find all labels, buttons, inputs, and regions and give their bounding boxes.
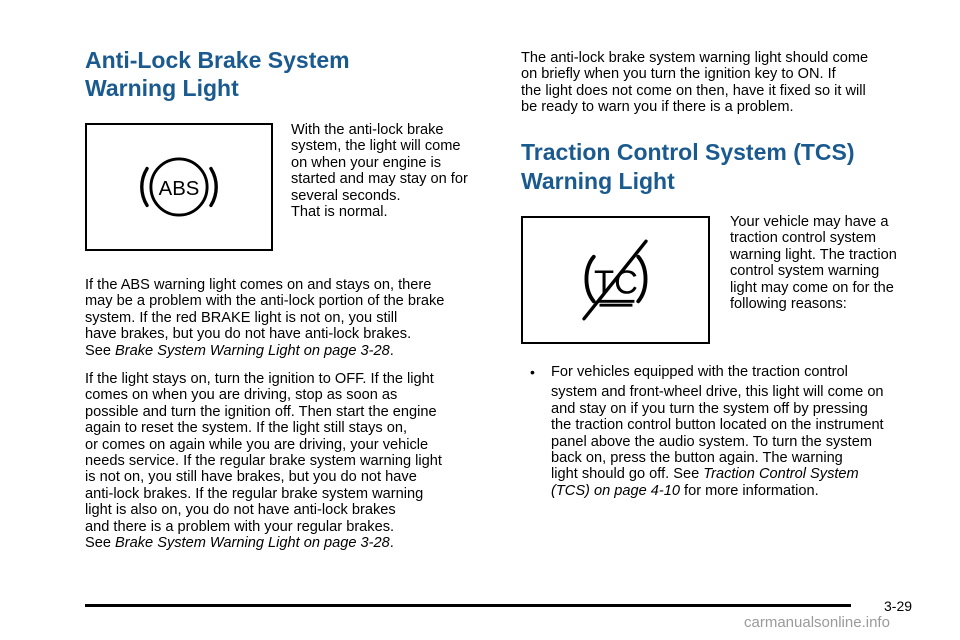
text-tail: for more information. <box>679 482 819 499</box>
abs-side-text <box>291 122 491 220</box>
abs-warning-icon <box>87 125 271 249</box>
text-line: For vehicles equipped with the traction control <box>551 364 848 380</box>
abs-paragraph-2 <box>85 371 495 551</box>
text-line: panel above the audio system. To turn the system <box>551 433 872 450</box>
text-line: The anti-lock brake system warning light should come <box>521 50 869 66</box>
text-line: control system warning <box>730 263 880 280</box>
text-line: or comes on again while you are driving, your vehicle <box>85 436 429 453</box>
brake-warning-reference-link[interactable]: Brake System Warning Light on page 3-28 <box>115 342 390 359</box>
text-line: If the ABS warning light comes on and stays on, there <box>85 277 432 293</box>
page-number: 3-29 <box>884 598 913 614</box>
text-line <box>85 535 495 551</box>
period: . <box>389 535 394 552</box>
text-line: is not on, you still have brakes, but you do not have <box>85 469 417 486</box>
brake-warning-reference-link-2[interactable]: Brake System Warning Light on page 3-28 <box>115 535 390 552</box>
text-line: on when your engine is <box>291 154 442 171</box>
bullet-icon: • <box>530 364 535 380</box>
tcs-heading-line1: Traction Control System (TCS) <box>521 139 855 165</box>
text-line: That is normal. <box>291 204 388 221</box>
text-line: on briefly when you turn the ignition key to ON. If <box>521 66 836 83</box>
text-line: warning light. The traction <box>730 246 897 263</box>
text-line: possible and turn the ignition off. Then start the engine <box>85 403 437 420</box>
abs-intro-paragraph <box>521 50 931 116</box>
text-line: several seconds. <box>291 187 401 204</box>
text-line: Your vehicle may have a <box>730 214 889 230</box>
text-line: traction control system <box>730 230 876 247</box>
text-line: may be a problem with the anti-lock portion of the brake <box>85 293 445 310</box>
traction-control-warning-icon <box>523 218 708 342</box>
tcs-side-text <box>730 214 930 312</box>
text-line: have brakes, but you do not have anti-lock brakes. <box>85 326 412 343</box>
see-prefix: light should go off. See <box>551 466 704 483</box>
see-prefix: See <box>85 342 116 359</box>
watermark: carmanualsonline.info <box>744 614 890 631</box>
tcs-icon-frame <box>521 216 710 344</box>
text-line: light is also on, you do not have anti-lock brakes <box>85 502 396 519</box>
tcs-bullet-item <box>530 364 940 499</box>
abs-icon-frame <box>85 123 273 251</box>
text-line: comes on when you are driving, stop as soon as <box>85 387 398 404</box>
text-line: system, the light will come <box>291 138 461 155</box>
footer-rule <box>85 604 851 607</box>
tcs-reference-link-part1[interactable]: Traction Control System <box>703 466 859 483</box>
text-line: anti-lock brakes. If the regular brake system warning <box>85 485 424 502</box>
text-line: again to reset the system. If the light still stays on, <box>85 420 408 437</box>
text-line: needs service. If the regular brake system warning light <box>85 453 442 470</box>
text-line: With the anti-lock brake <box>291 122 444 138</box>
tcs-icon-label: TC <box>594 263 638 301</box>
text-line <box>551 483 940 499</box>
text-line: light may come on for the <box>730 279 894 296</box>
text-line: system. If the red BRAKE light is not on, you still <box>85 309 398 326</box>
text-line: If the light stays on, turn the ignition to OFF. If the light <box>85 371 434 387</box>
text-line <box>551 466 940 482</box>
text-line: be ready to warn you if there is a problem. <box>521 99 794 116</box>
abs-heading-line2: Warning Light <box>85 75 239 101</box>
text-line: following reasons: <box>730 296 847 313</box>
text-line: system and front-wheel drive, this light will come on <box>551 384 884 401</box>
text-line: the traction control button located on the instrument <box>551 417 884 434</box>
text-line <box>85 343 495 359</box>
period: . <box>389 342 394 359</box>
abs-heading-line1: Anti-Lock Brake System <box>85 47 350 73</box>
abs-paragraph-1 <box>85 277 495 359</box>
text-line: and stay on if you turn the system off by pressing <box>551 400 868 417</box>
see-prefix: See <box>85 535 116 552</box>
text-line: the light does not come on then, have it fixed so it will <box>521 82 866 99</box>
tcs-reference-link-part2[interactable]: (TCS) on page 4-10 <box>551 482 680 499</box>
text-line: and there is a problem with your regular brakes. <box>85 518 395 535</box>
text-line: back on, press the button again. The warning <box>551 450 843 467</box>
text-line: started and may stay on for <box>291 171 468 188</box>
tcs-heading-line2: Warning Light <box>521 168 675 194</box>
abs-icon-label: ABS <box>158 177 200 200</box>
